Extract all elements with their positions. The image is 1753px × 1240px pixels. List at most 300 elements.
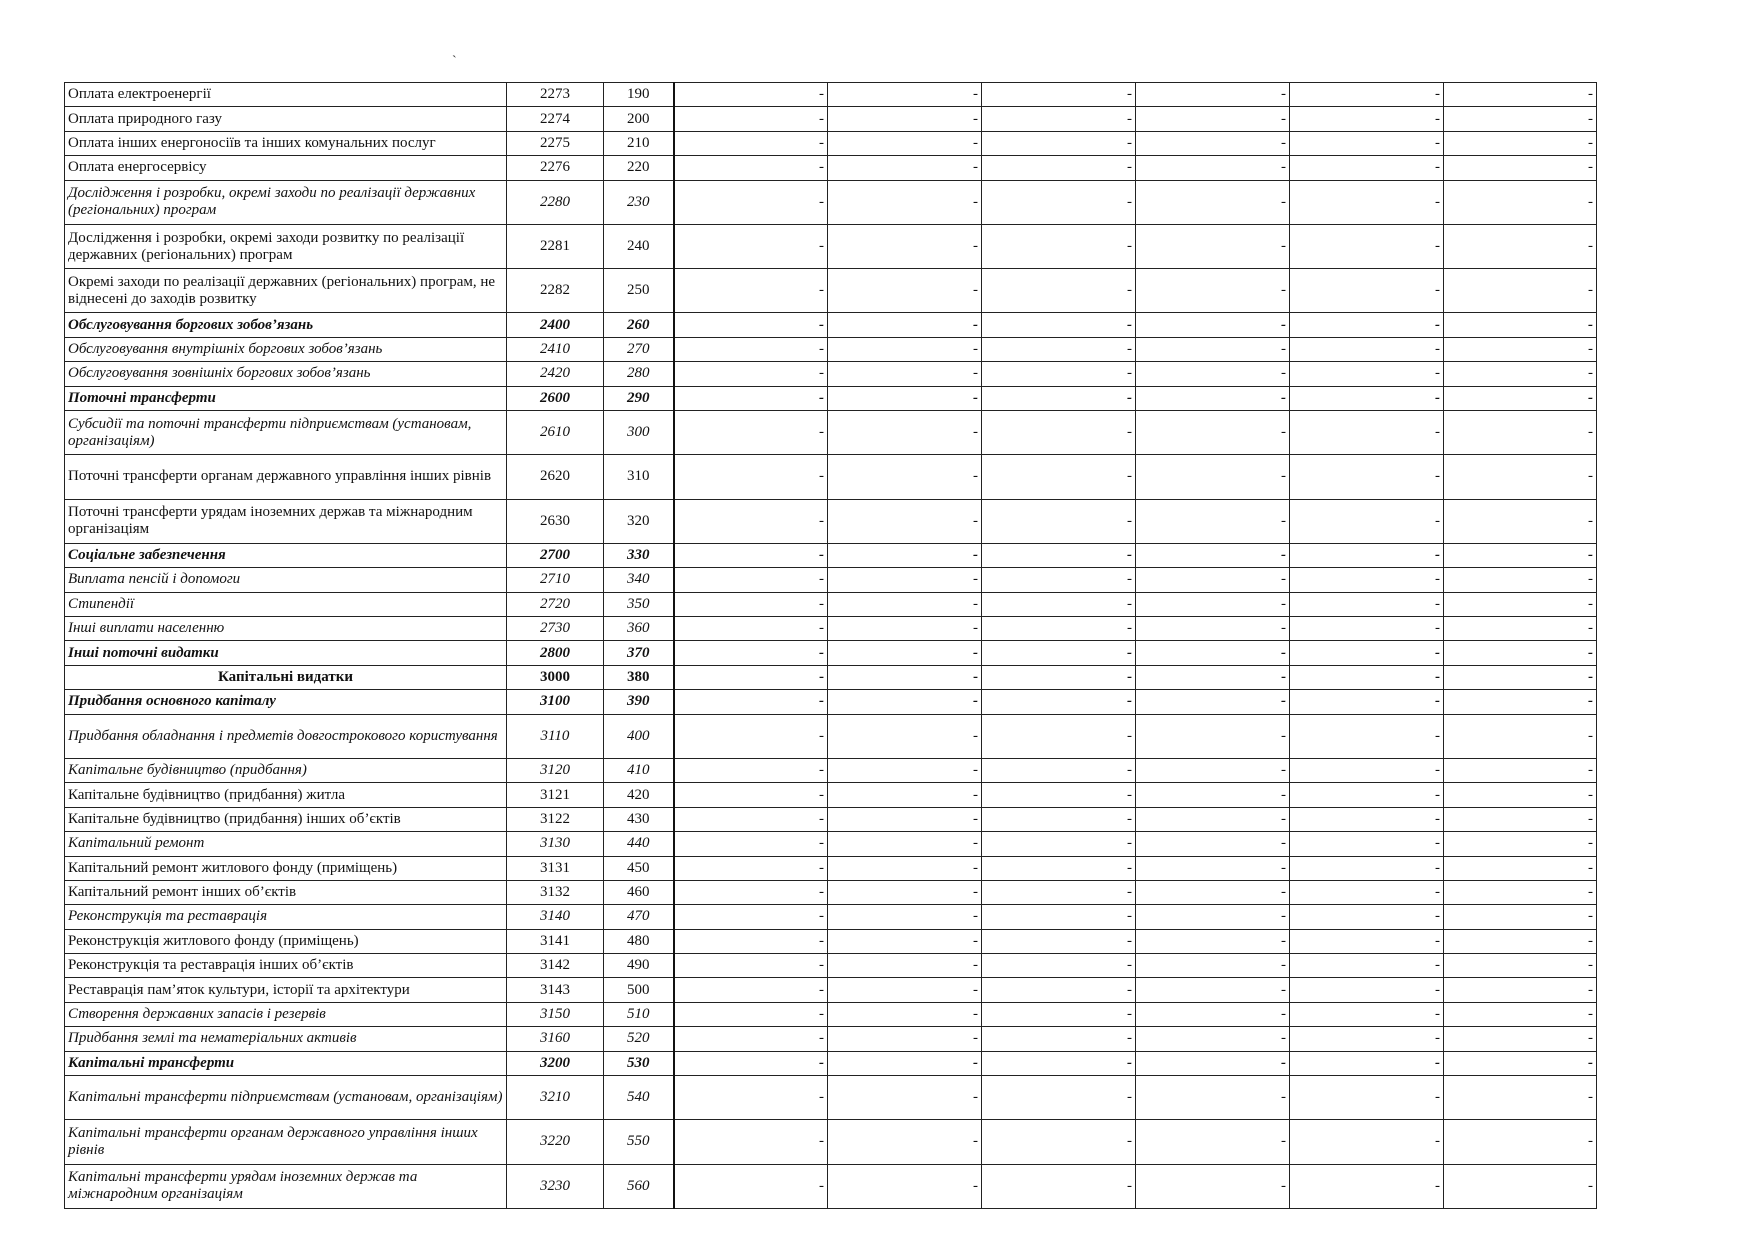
row-code: 240 <box>604 224 674 268</box>
row-value: - <box>828 807 982 831</box>
row-value: - <box>1136 978 1290 1002</box>
row-value: - <box>1136 1002 1290 1026</box>
row-value: - <box>828 107 982 131</box>
row-kekv: 2274 <box>507 107 604 131</box>
row-code: 350 <box>604 592 674 616</box>
row-value: - <box>1136 568 1290 592</box>
table-row <box>65 592 1597 616</box>
row-value: - <box>1444 337 1597 361</box>
row-value: - <box>1290 929 1444 953</box>
row-value: - <box>1136 856 1290 880</box>
row-value: - <box>1444 978 1597 1002</box>
row-value: - <box>982 1164 1136 1208</box>
row-code: 400 <box>604 714 674 758</box>
row-value: - <box>828 856 982 880</box>
row-value: - <box>982 83 1136 107</box>
row-value: - <box>1290 954 1444 978</box>
row-value: - <box>674 954 828 978</box>
row-value: - <box>1444 224 1597 268</box>
row-value: - <box>1444 1076 1597 1120</box>
row-code: 360 <box>604 617 674 641</box>
row-value: - <box>1136 269 1290 313</box>
row-name: Реконструкція та реставрація інших об’єктів <box>65 954 507 978</box>
row-value: - <box>1136 1120 1290 1164</box>
row-value: - <box>828 641 982 665</box>
row-value: - <box>1444 131 1597 155</box>
row-kekv: 2720 <box>507 592 604 616</box>
row-value: - <box>1290 592 1444 616</box>
row-value: - <box>1444 455 1597 499</box>
row-value: - <box>674 411 828 455</box>
row-value: - <box>674 180 828 224</box>
table-row <box>65 641 1597 665</box>
row-value: - <box>828 929 982 953</box>
row-kekv: 3220 <box>507 1120 604 1164</box>
row-value: - <box>828 1002 982 1026</box>
row-name: Капітальне будівництво (придбання) житла <box>65 783 507 807</box>
row-value: - <box>674 107 828 131</box>
row-value: - <box>1444 1002 1597 1026</box>
row-value: - <box>674 131 828 155</box>
row-value: - <box>982 337 1136 361</box>
row-value: - <box>1444 269 1597 313</box>
row-value: - <box>1290 617 1444 641</box>
row-value: - <box>828 832 982 856</box>
row-value: - <box>982 386 1136 410</box>
table-body <box>65 83 1597 1209</box>
row-value: - <box>674 1076 828 1120</box>
row-value: - <box>1136 1076 1290 1120</box>
row-value: - <box>982 362 1136 386</box>
row-value: - <box>674 156 828 180</box>
row-value: - <box>1136 337 1290 361</box>
row-value: - <box>828 690 982 714</box>
row-value: - <box>674 714 828 758</box>
row-value: - <box>674 832 828 856</box>
row-value: - <box>1444 1164 1597 1208</box>
row-value: - <box>1444 386 1597 410</box>
row-kekv: 3132 <box>507 880 604 904</box>
row-value: - <box>674 224 828 268</box>
row-name: Стипендії <box>65 592 507 616</box>
row-value: - <box>1444 499 1597 543</box>
row-value: - <box>1136 617 1290 641</box>
row-value: - <box>982 313 1136 337</box>
row-value: - <box>828 1120 982 1164</box>
row-value: - <box>1290 107 1444 131</box>
row-value: - <box>828 1051 982 1075</box>
row-code: 550 <box>604 1120 674 1164</box>
row-code: 270 <box>604 337 674 361</box>
row-value: - <box>982 180 1136 224</box>
row-value: - <box>1290 1076 1444 1120</box>
row-value: - <box>1290 386 1444 410</box>
row-value: - <box>828 180 982 224</box>
table-row <box>65 856 1597 880</box>
row-code: 480 <box>604 929 674 953</box>
row-code: 450 <box>604 856 674 880</box>
row-code: 290 <box>604 386 674 410</box>
row-kekv: 3100 <box>507 690 604 714</box>
row-value: - <box>982 411 1136 455</box>
row-value: - <box>1290 1002 1444 1026</box>
row-code: 560 <box>604 1164 674 1208</box>
table-row <box>65 978 1597 1002</box>
row-value: - <box>674 455 828 499</box>
row-name: Поточні трансферти <box>65 386 507 410</box>
row-name: Реконструкція та реставрація <box>65 905 507 929</box>
table-row <box>65 929 1597 953</box>
row-value: - <box>1444 568 1597 592</box>
row-kekv: 3121 <box>507 783 604 807</box>
table-row <box>65 690 1597 714</box>
row-value: - <box>674 1027 828 1051</box>
row-code: 420 <box>604 783 674 807</box>
table-row <box>65 1051 1597 1075</box>
row-value: - <box>1290 783 1444 807</box>
row-value: - <box>674 1051 828 1075</box>
row-value: - <box>1136 929 1290 953</box>
row-value: - <box>828 1164 982 1208</box>
row-value: - <box>1444 107 1597 131</box>
row-value: - <box>982 807 1136 831</box>
row-code: 370 <box>604 641 674 665</box>
table-row <box>65 714 1597 758</box>
table-row <box>65 568 1597 592</box>
row-value: - <box>1136 499 1290 543</box>
row-value: - <box>674 269 828 313</box>
row-value: - <box>674 807 828 831</box>
row-kekv: 3150 <box>507 1002 604 1026</box>
row-name: Капітальний ремонт житлового фонду (приміщень) <box>65 856 507 880</box>
row-name: Оплата природного газу <box>65 107 507 131</box>
table-row <box>65 313 1597 337</box>
row-kekv: 3200 <box>507 1051 604 1075</box>
row-code: 300 <box>604 411 674 455</box>
row-value: - <box>1136 313 1290 337</box>
row-value: - <box>1444 690 1597 714</box>
row-value: - <box>828 880 982 904</box>
row-value: - <box>1290 269 1444 313</box>
row-value: - <box>674 313 828 337</box>
row-code: 410 <box>604 758 674 782</box>
row-value: - <box>828 954 982 978</box>
row-value: - <box>674 641 828 665</box>
row-value: - <box>1444 1120 1597 1164</box>
row-kekv: 2420 <box>507 362 604 386</box>
row-value: - <box>982 665 1136 689</box>
row-kekv: 2273 <box>507 83 604 107</box>
row-value: - <box>828 592 982 616</box>
row-value: - <box>1290 156 1444 180</box>
row-value: - <box>1290 1027 1444 1051</box>
row-name: Капітальний ремонт <box>65 832 507 856</box>
row-name: Обслуговування зовнішніх боргових зобов’язань <box>65 362 507 386</box>
row-value: - <box>1136 224 1290 268</box>
row-value: - <box>982 832 1136 856</box>
row-value: - <box>1290 832 1444 856</box>
row-name: Капітальний ремонт інших об’єктів <box>65 880 507 904</box>
row-value: - <box>982 905 1136 929</box>
row-value: - <box>828 224 982 268</box>
table-row <box>65 954 1597 978</box>
row-kekv: 3160 <box>507 1027 604 1051</box>
row-value: - <box>828 1027 982 1051</box>
row-value: - <box>1444 783 1597 807</box>
row-value: - <box>982 880 1136 904</box>
row-code: 230 <box>604 180 674 224</box>
row-kekv: 2280 <box>507 180 604 224</box>
table-row <box>65 337 1597 361</box>
row-name: Капітальні трансферти підприємствам (установам, організаціям) <box>65 1076 507 1120</box>
row-value: - <box>828 83 982 107</box>
row-code: 430 <box>604 807 674 831</box>
row-code: 470 <box>604 905 674 929</box>
row-code: 340 <box>604 568 674 592</box>
row-value: - <box>828 1076 982 1120</box>
table-row <box>65 107 1597 131</box>
scan-speck: ` <box>452 54 457 69</box>
row-value: - <box>674 568 828 592</box>
row-value: - <box>1136 714 1290 758</box>
row-value: - <box>674 880 828 904</box>
row-value: - <box>1136 758 1290 782</box>
row-value: - <box>1290 543 1444 567</box>
table-row <box>65 665 1597 689</box>
table-row <box>65 411 1597 455</box>
row-name: Дослідження і розробки, окремі заходи по реалізації державних (регіональних) програм <box>65 180 507 224</box>
row-value: - <box>1290 568 1444 592</box>
row-value: - <box>1136 411 1290 455</box>
row-value: - <box>1444 856 1597 880</box>
row-value: - <box>1290 905 1444 929</box>
row-kekv: 3143 <box>507 978 604 1002</box>
row-value: - <box>828 783 982 807</box>
row-value: - <box>828 411 982 455</box>
row-value: - <box>982 131 1136 155</box>
row-value: - <box>1290 362 1444 386</box>
row-value: - <box>1136 180 1290 224</box>
table-row <box>65 131 1597 155</box>
row-value: - <box>674 929 828 953</box>
row-value: - <box>1444 411 1597 455</box>
row-value: - <box>1290 1051 1444 1075</box>
row-value: - <box>982 1051 1136 1075</box>
row-value: - <box>674 592 828 616</box>
row-kekv: 3142 <box>507 954 604 978</box>
row-code: 500 <box>604 978 674 1002</box>
row-kekv: 2275 <box>507 131 604 155</box>
row-kekv: 2276 <box>507 156 604 180</box>
row-name: Інші виплати населенню <box>65 617 507 641</box>
row-code: 320 <box>604 499 674 543</box>
row-value: - <box>1444 905 1597 929</box>
row-value: - <box>982 269 1136 313</box>
row-kekv: 3141 <box>507 929 604 953</box>
row-name: Поточні трансферти урядам іноземних держав та міжнародним організаціям <box>65 499 507 543</box>
row-value: - <box>828 978 982 1002</box>
row-value: - <box>674 543 828 567</box>
row-value: - <box>1136 641 1290 665</box>
row-value: - <box>982 714 1136 758</box>
row-value: - <box>1444 1027 1597 1051</box>
row-code: 200 <box>604 107 674 131</box>
row-value: - <box>982 690 1136 714</box>
row-name: Капітальні трансферти <box>65 1051 507 1075</box>
row-value: - <box>982 568 1136 592</box>
row-value: - <box>1444 543 1597 567</box>
row-code: 260 <box>604 313 674 337</box>
row-code: 440 <box>604 832 674 856</box>
table-row <box>65 455 1597 499</box>
row-name: Придбання обладнання і предметів довгострокового користування <box>65 714 507 758</box>
row-value: - <box>982 954 1136 978</box>
row-value: - <box>828 905 982 929</box>
row-value: - <box>982 641 1136 665</box>
row-name: Обслуговування боргових зобов’язань <box>65 313 507 337</box>
table-row <box>65 1027 1597 1051</box>
row-name: Капітальні трансферти органам державного управління інших рівнів <box>65 1120 507 1164</box>
row-value: - <box>1290 665 1444 689</box>
row-kekv: 3130 <box>507 832 604 856</box>
table-row <box>65 543 1597 567</box>
row-value: - <box>1290 83 1444 107</box>
row-value: - <box>674 783 828 807</box>
row-value: - <box>1290 337 1444 361</box>
row-kekv: 2400 <box>507 313 604 337</box>
row-code: 510 <box>604 1002 674 1026</box>
row-kekv: 2282 <box>507 269 604 313</box>
row-kekv: 2620 <box>507 455 604 499</box>
table-row <box>65 1120 1597 1164</box>
row-value: - <box>1290 714 1444 758</box>
row-value: - <box>1290 1120 1444 1164</box>
row-value: - <box>828 665 982 689</box>
row-value: - <box>1290 690 1444 714</box>
table-row <box>65 1002 1597 1026</box>
row-value: - <box>1136 783 1290 807</box>
row-value: - <box>982 156 1136 180</box>
row-code: 380 <box>604 665 674 689</box>
row-value: - <box>828 313 982 337</box>
row-value: - <box>1444 714 1597 758</box>
row-kekv: 3131 <box>507 856 604 880</box>
row-code: 390 <box>604 690 674 714</box>
row-value: - <box>674 337 828 361</box>
table-row <box>65 1164 1597 1208</box>
row-kekv: 2700 <box>507 543 604 567</box>
row-value: - <box>1136 1027 1290 1051</box>
table-row <box>65 905 1597 929</box>
row-value: - <box>1290 313 1444 337</box>
row-code: 250 <box>604 269 674 313</box>
row-kekv: 3230 <box>507 1164 604 1208</box>
row-code: 490 <box>604 954 674 978</box>
row-value: - <box>1136 690 1290 714</box>
row-value: - <box>1136 905 1290 929</box>
row-value: - <box>1136 83 1290 107</box>
row-value: - <box>1290 978 1444 1002</box>
table-row <box>65 386 1597 410</box>
row-value: - <box>1444 617 1597 641</box>
row-value: - <box>982 758 1136 782</box>
table-row <box>65 1076 1597 1120</box>
row-kekv: 3210 <box>507 1076 604 1120</box>
row-value: - <box>1136 1051 1290 1075</box>
row-value: - <box>828 714 982 758</box>
row-value: - <box>1136 386 1290 410</box>
table-row <box>65 832 1597 856</box>
row-value: - <box>1444 83 1597 107</box>
row-value: - <box>1444 180 1597 224</box>
row-value: - <box>674 758 828 782</box>
row-code: 460 <box>604 880 674 904</box>
row-value: - <box>828 543 982 567</box>
row-kekv: 2281 <box>507 224 604 268</box>
row-value: - <box>1444 641 1597 665</box>
row-value: - <box>1136 665 1290 689</box>
table-row <box>65 224 1597 268</box>
row-kekv: 3000 <box>507 665 604 689</box>
row-code: 310 <box>604 455 674 499</box>
row-name: Інші поточні видатки <box>65 641 507 665</box>
row-value: - <box>1136 880 1290 904</box>
row-code: 530 <box>604 1051 674 1075</box>
row-value: - <box>982 856 1136 880</box>
row-value: - <box>828 617 982 641</box>
row-value: - <box>1290 758 1444 782</box>
table-row <box>65 880 1597 904</box>
row-value: - <box>1136 362 1290 386</box>
row-name: Обслуговування внутрішніх боргових зобов’язань <box>65 337 507 361</box>
row-kekv: 3122 <box>507 807 604 831</box>
row-name: Придбання землі та нематеріальних активів <box>65 1027 507 1051</box>
row-name: Капітальне будівництво (придбання) <box>65 758 507 782</box>
expenditure-table <box>64 82 1597 1209</box>
row-kekv: 3140 <box>507 905 604 929</box>
row-value: - <box>1290 1164 1444 1208</box>
row-value: - <box>1290 856 1444 880</box>
row-code: 520 <box>604 1027 674 1051</box>
row-value: - <box>982 224 1136 268</box>
row-value: - <box>674 1120 828 1164</box>
row-name: Поточні трансферти органам державного управління інших рівнів <box>65 455 507 499</box>
row-name: Окремі заходи по реалізації державних (регіональних) програм, не віднесені до заходів розвитку <box>65 269 507 313</box>
row-value: - <box>982 499 1136 543</box>
row-value: - <box>1444 807 1597 831</box>
row-value: - <box>828 386 982 410</box>
row-value: - <box>982 107 1136 131</box>
row-value: - <box>1136 592 1290 616</box>
row-value: - <box>828 455 982 499</box>
row-name: Дослідження і розробки, окремі заходи розвитку по реалізації державних (регіональних) програм <box>65 224 507 268</box>
row-value: - <box>982 592 1136 616</box>
row-name: Капітальне будівництво (придбання) інших об’єктів <box>65 807 507 831</box>
row-value: - <box>674 978 828 1002</box>
row-name: Оплата електроенергії <box>65 83 507 107</box>
table-row <box>65 783 1597 807</box>
row-value: - <box>1444 880 1597 904</box>
row-name: Виплата пенсій і допомоги <box>65 568 507 592</box>
row-value: - <box>828 362 982 386</box>
row-value: - <box>982 1002 1136 1026</box>
row-value: - <box>674 856 828 880</box>
row-value: - <box>982 543 1136 567</box>
row-value: - <box>1444 156 1597 180</box>
table-row <box>65 499 1597 543</box>
row-value: - <box>982 929 1136 953</box>
row-value: - <box>1136 832 1290 856</box>
